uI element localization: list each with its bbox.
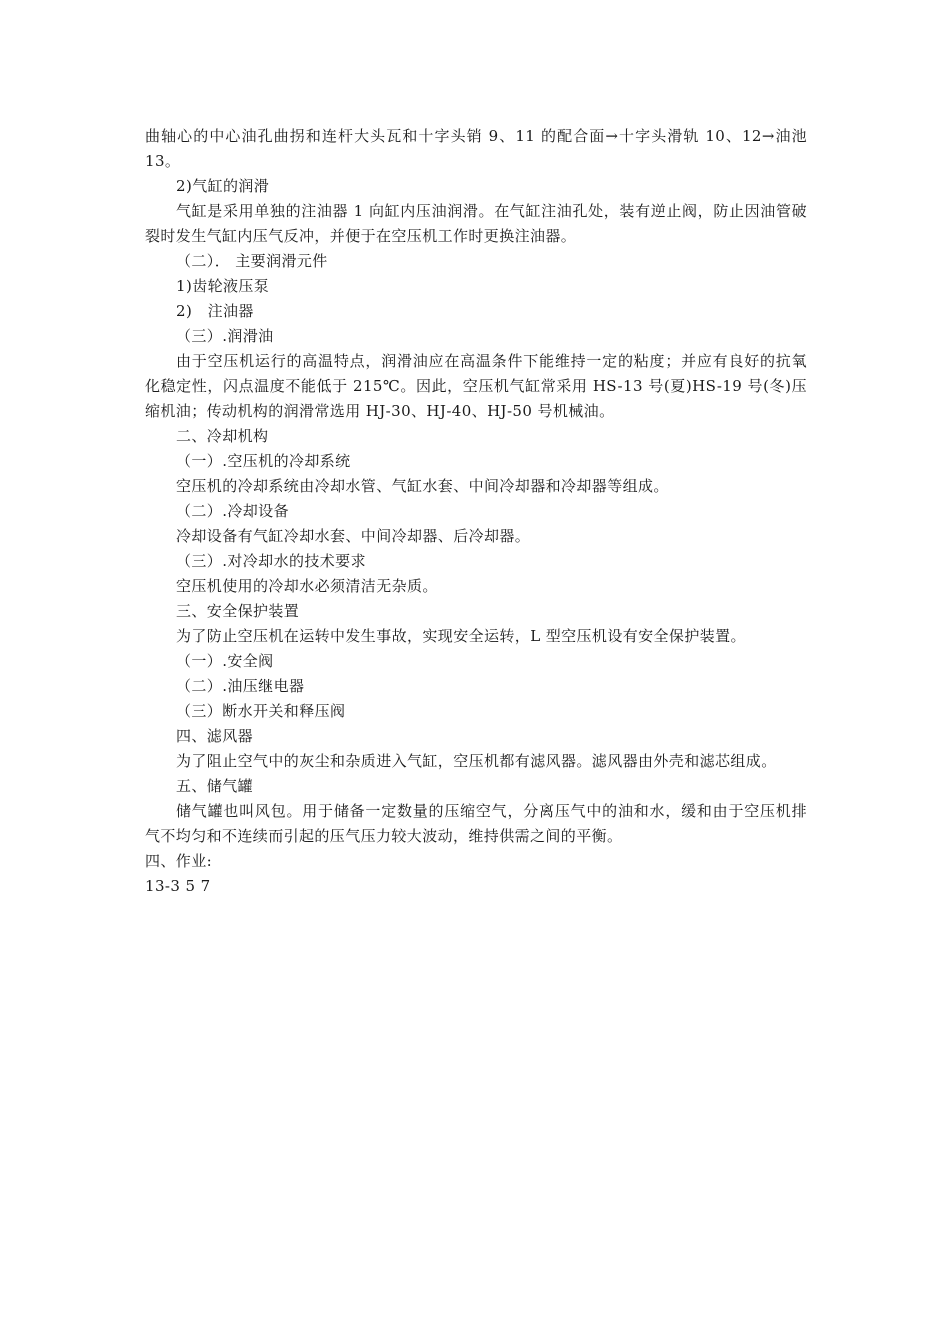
paragraph-safety-devices: 为了防止空压机在运转中发生事故，实现安全运转，L 型空压机设有安全保护装置。: [176, 627, 746, 645]
item-safety-valve: （一）.安全阀: [176, 652, 274, 670]
heading-cooling-system: （一）.空压机的冷却系统: [176, 452, 351, 470]
heading-main-lubrication-parts: （二）． 主要润滑元件: [176, 252, 328, 270]
item-gear-pump: 1)齿轮液压泵: [176, 277, 270, 295]
paragraph-crankshaft-oil-path: 曲轴心的中心油孔曲拐和连杆大头瓦和十字头销 9、11 的配合面→十字头滑轨 10、12→油池 13。: [145, 127, 807, 170]
item-water-cutoff-switch: （三）断水开关和释压阀: [176, 702, 346, 720]
heading-lubricating-oil: （三）.润滑油: [176, 327, 274, 345]
heading-homework: 四、作业:: [145, 852, 213, 870]
heading-safety-devices: 三、安全保护装置: [176, 602, 300, 620]
heading-cooling-water-requirements: （三）.对冷却水的技术要求: [176, 552, 366, 570]
paragraph-cooling-water-requirements: 空压机使用的冷却水必须清洁无杂质。: [176, 577, 438, 595]
paragraph-air-filter: 为了阻止空气中的灰尘和杂质进入气缸，空压机都有滤风器。滤风器由外壳和滤芯组成。: [176, 752, 777, 770]
item-oil-pressure-relay: （二）.油压继电器: [176, 677, 305, 695]
heading-cylinder-lubrication: 2)气缸的润滑: [176, 177, 270, 195]
heading-cooling-mechanism: 二、冷却机构: [176, 427, 269, 445]
paragraph-cooling-system: 空压机的冷却系统由冷却水管、气缸水套、中间冷却器和冷却器等组成。: [176, 477, 669, 495]
document-body: [145, 124, 807, 899]
paragraph-air-receiver: 储气罐也叫风包。用于储备一定数量的压缩空气，分离压气中的油和水，缓和由于空压机排气不均匀和不连续而引起的压气压力较大波动，维持供需之间的平衡。: [145, 802, 807, 845]
heading-air-receiver: 五、储气罐: [176, 777, 254, 795]
item-lubricator: 2) 注油器: [176, 302, 254, 320]
paragraph-cooling-equipment: 冷却设备有气缸冷却水套、中间冷却器、后冷却器。: [176, 527, 531, 545]
homework-items: 13-3 5 7: [145, 877, 211, 895]
paragraph-cylinder-lubrication: 气缸是采用单独的注油器 1 向缸内压油润滑。在气缸注油孔处，装有逆止阀，防止因油管破裂时发生气缸内压气反冲，并便于在空压机工作时更换注油器。: [145, 202, 807, 245]
paragraph-lubricating-oil: 由于空压机运行的高温特点，润滑油应在高温条件下能维持一定的粘度；并应有良好的抗氧化稳定性，闪点温度不能低于 215℃。因此，空压机气缸常采用 HS-13 号(夏)HS-19 号(冬)压缩机油；传动机构的润滑常选用 HJ-30、HJ-40、HJ-50 号机械油。: [145, 352, 807, 420]
heading-air-filter: 四、滤风器: [176, 727, 254, 745]
heading-cooling-equipment: （二）.冷却设备: [176, 502, 289, 520]
